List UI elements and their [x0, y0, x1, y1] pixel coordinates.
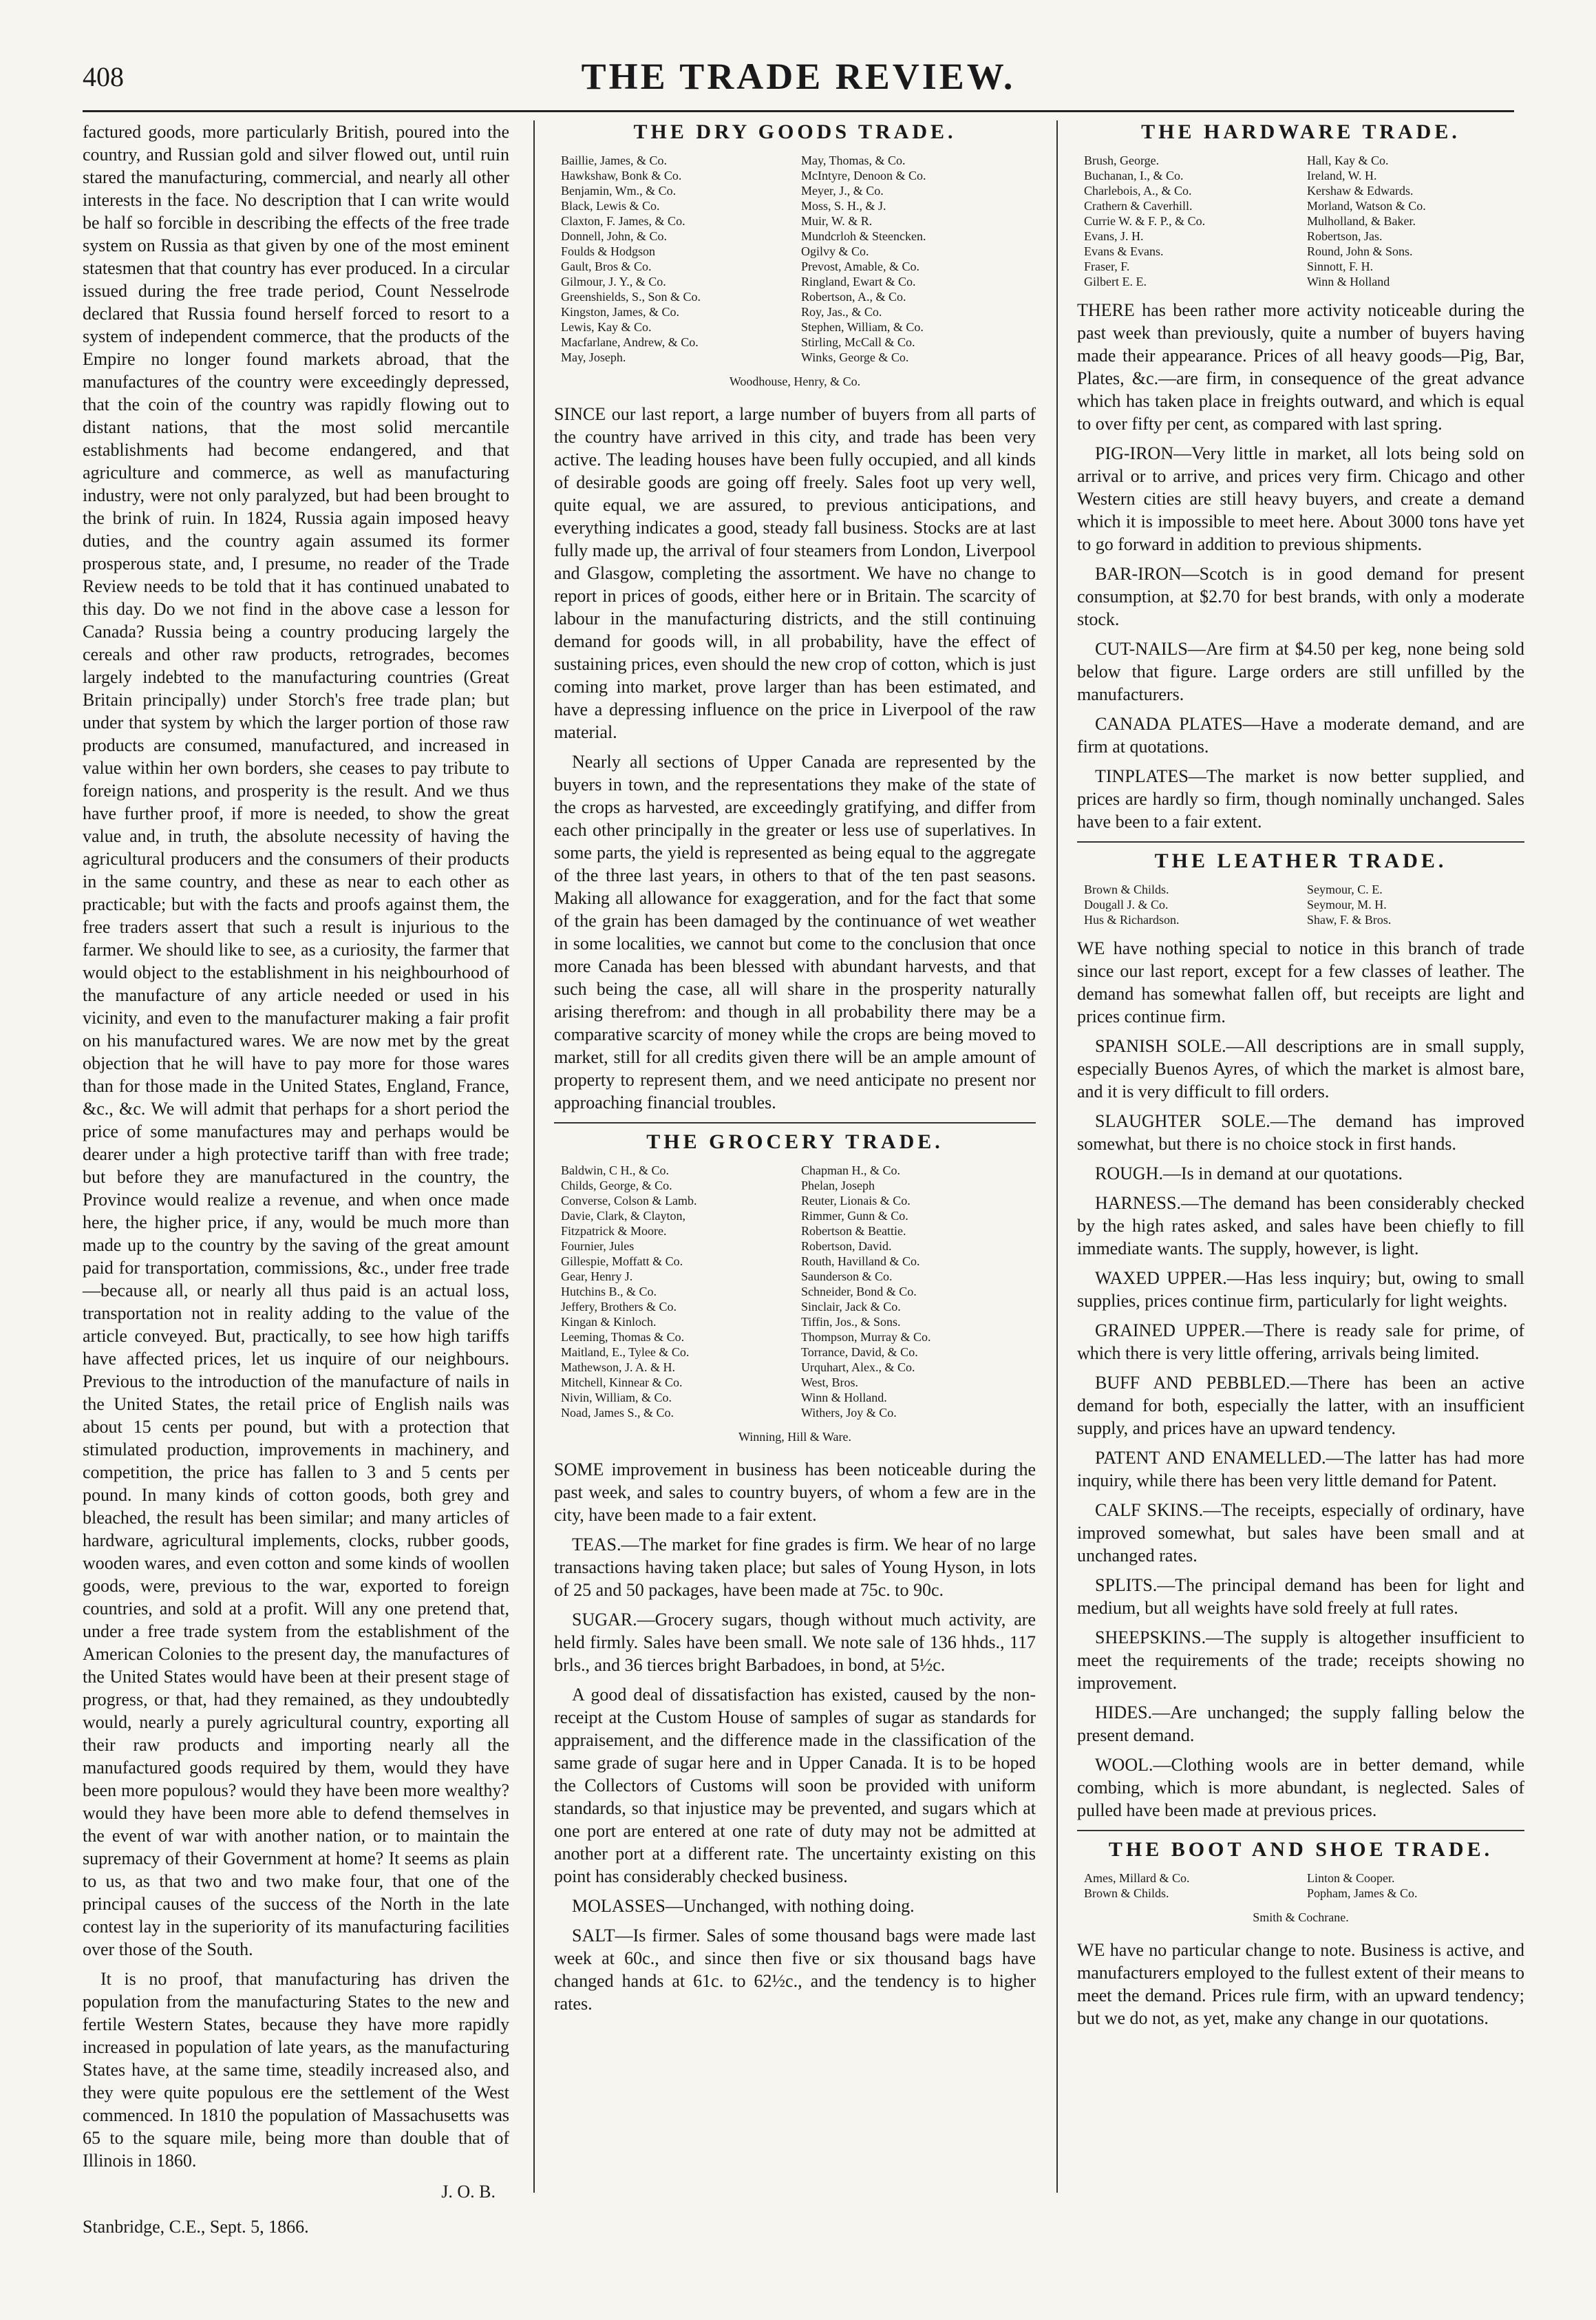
boot-shoe-paragraph: WE have no particular change to note. Business is active, and manufacturers employed to the fullest extent of their means to meet the demand. Prices rule firm, with an upward tendency; but we do not, as yet, make any change in our quotations. — [1077, 1940, 1524, 2028]
firm-name: Sinclair, Jack & Co. — [801, 1300, 901, 1314]
firm-name: Maitland, E., Tylee & Co. — [561, 1345, 690, 1359]
firm-name: Brush, George. — [1084, 154, 1160, 167]
firm-name: Chapman H., & Co. — [801, 1163, 900, 1177]
hardware-paragraph: TINPLATES—The market is now better supplied, and prices are hardly so firm, though nominally unchanged. Sales have been to a fair extent. — [1077, 766, 1524, 832]
leather-paragraph: SPANISH SOLE.—All descriptions are in small supply, especially Buenos Ayres, of which the market is almost bare, and it is very difficult to fill orders. — [1077, 1036, 1524, 1101]
firm-name: Mundcrloh & Steencken. — [801, 229, 926, 243]
column-divider — [1056, 120, 1058, 2193]
grocery-firm-extra: Winning, Hill & Ware. — [738, 1430, 851, 1444]
leather-paragraph: PATENT AND ENAMELLED.—The latter has had more inquiry, while there has been very little demand for Patent. — [1077, 1448, 1524, 1490]
hardware-paragraph: CUT-NAILS—Are firm at $4.50 per keg, none being sold below that figure. Large orders are still unfilled by the manufacturers. — [1077, 639, 1524, 704]
firm-name: Kingan & Kinloch. — [561, 1315, 657, 1329]
firm-name: Kingston, James, & Co. — [561, 305, 680, 319]
firm-name: Baillie, James, & Co. — [561, 154, 667, 167]
firm-name: Mitchell, Kinnear & Co. — [561, 1375, 683, 1389]
firm-name: Fraser, F. — [1084, 260, 1130, 273]
dry-goods-firm-list — [561, 153, 1029, 365]
firm-name: Thompson, Murray & Co. — [801, 1330, 931, 1344]
firm-name: Hutchins B., & Co. — [561, 1285, 657, 1298]
firm-name: Gault, Bros & Co. — [561, 260, 652, 273]
firm-name: Brown & Childs. — [1084, 883, 1169, 896]
grocery-firm-list — [561, 1163, 1029, 1420]
firm-name: Evans, J. H. — [1084, 229, 1144, 243]
firm-name: Converse, Colson & Lamb. — [561, 1194, 697, 1208]
firm-name: Morland, Watson & Co. — [1307, 199, 1426, 213]
leather-paragraph: GRAINED UPPER.—There is ready sale for prime, of which there is very little offering, arrivals being limited. — [1077, 1320, 1524, 1363]
leather-paragraph: SPLITS.—The principal demand has been for light and medium, but all weights have sold freely at full rates. — [1077, 1575, 1524, 1618]
firm-name: Gilbert E. E. — [1084, 275, 1147, 288]
firm-name: Evans & Evans. — [1084, 244, 1164, 258]
firm-name: Claxton, F. James, & Co. — [561, 214, 685, 228]
firm-name: Robertson, Jas. — [1307, 229, 1383, 243]
leather-paragraph: BUFF AND PEBBLED.—There has been an active demand for both, especially the latter, with an insufficient supply, and prices have an upward tendency. — [1077, 1373, 1524, 1438]
firm-name: Black, Lewis & Co. — [561, 199, 660, 213]
firm-name: Dougall J. & Co. — [1084, 898, 1169, 911]
dry-goods-title: THE DRY GOODS TRADE. — [633, 120, 957, 143]
leather-paragraph: CALF SKINS.—The receipts, especially of ordinary, have improved somewhat, but sales have been small and at unchanged rates. — [1077, 1500, 1524, 1565]
firm-name: Mathewson, J. A. & H. — [561, 1360, 675, 1374]
leather-paragraph: SLAUGHTER SOLE.—The demand has improved somewhat, but there is no choice stock in first hands. — [1077, 1111, 1524, 1154]
leather-paragraph: SHEEPSKINS.—The supply is altogether insufficient to meet the requirements of the trade; receipts showing no improvement. — [1077, 1627, 1524, 1693]
hardware-paragraph: THERE has been rather more activity noticeable during the past week than previously, quite a number of buyers having made their appearance. Prices of all heavy goods—Pig, Bar, Plates, &c.—are firm, in consequence of the great advance which has taken place in freights outward, and which is equal to over fifty per cent, as compared with last spring. — [1077, 300, 1524, 434]
firm-name: Schneider, Bond & Co. — [801, 1285, 917, 1298]
leather-paragraph: HARNESS.—The demand has been considerably checked by the high rates asked, and sales have been chiefly to fill immediate wants. The supply, however, is light. — [1077, 1193, 1524, 1258]
leather-paragraph: ROUGH.—Is in demand at our quotations. — [1095, 1163, 1403, 1183]
boot-shoe-firm-list — [1084, 1870, 1518, 1901]
firm-name: Shaw, F. & Bros. — [1307, 913, 1392, 927]
grocery-paragraph: SOME improvement in business has been noticeable during the past week, and sales to country buyers, of whom a few are in the city, have been made to a fair extent. — [554, 1459, 1036, 1525]
firm-name: Robertson, A., & Co. — [801, 290, 906, 304]
article-signature: J. O. B. — [441, 2182, 496, 2202]
firm-name: Torrance, David, & Co. — [801, 1345, 918, 1359]
leather-paragraph: HIDES.—Are unchanged; the supply falling below the present demand. — [1077, 1702, 1524, 1745]
middle-column — [554, 120, 1036, 2193]
firm-name: Lewis, Kay & Co. — [561, 320, 652, 334]
firm-name: Charlebois, A., & Co. — [1084, 184, 1192, 198]
article-column — [83, 120, 509, 2237]
firm-name: Foulds & Hodgson — [561, 244, 656, 258]
dry-goods-paragraph: Nearly all sections of Upper Canada are represented by the buyers in town, and the representations they make of the state of the crops as harvested, are exceedingly gratifying, and differ from each other principally in the greater or less use of superlatives. In some parts, the yield is represented as being equal to the aggregate of the three last years, in others to that of the ten past seasons. Making all allowance for exaggeration, and for the fact that some of the grain has been damaged by the continuance of wet weather in some localities, we cannot but come to the conclusion that once more Canada has been blessed with abundant harvests, and that such being the case, all will share in the prosperity naturally arising therefrom: and though in all probability there may be a comparative scarcity of money while the crops are being moved to market, still for all credits given there will be an ample amount of property to represent them, and we need anticipate no present nor approaching financial troubles. — [554, 752, 1036, 1112]
firm-name: Gilmour, J. Y., & Co. — [561, 275, 666, 288]
firm-name: Muir, W. & R. — [801, 214, 873, 228]
firm-name: Urquhart, Alex., & Co. — [801, 1360, 915, 1374]
firm-name: Winn & Holland — [1307, 275, 1390, 288]
page-title: THE TRADE REVIEW. — [581, 56, 1016, 97]
leather-paragraph: WE have nothing special to notice in this branch of trade since our last report, except for a few classes of leather. The demand has somewhat fallen off, but receipts are light and prices continue firm. — [1077, 938, 1524, 1026]
firm-name: Tiffin, Jos., & Sons. — [801, 1315, 901, 1329]
firm-name: May, Thomas, & Co. — [801, 154, 906, 167]
firm-name: Popham, James & Co. — [1307, 1886, 1418, 1900]
hardware-firm-list — [1084, 153, 1518, 289]
firm-name: Reuter, Lionais & Co. — [801, 1194, 911, 1208]
page-number: 408 — [83, 61, 124, 92]
firm-name: Robertson, David. — [801, 1239, 892, 1253]
firm-name: Routh, Havilland & Co. — [801, 1254, 920, 1268]
grocery-paragraph: TEAS.—The market for fine grades is firm. We hear of no large transactions having taken place; but sales of Young Hyson, in lots of 25 and 50 packages, have been made at 75c. to 90c. — [554, 1535, 1036, 1600]
header-rule — [83, 110, 1514, 112]
firm-name: Childs, George, & Co. — [561, 1179, 672, 1192]
firm-name: Hall, Kay & Co. — [1307, 154, 1389, 167]
grocery-paragraph: SUGAR.—Grocery sugars, though without much activity, are held firmly. Sales have been small. We note sale of 136 hhds., 117 brls., and 36 tierces bright Barbadoes, in bond, at 5½c. — [554, 1610, 1036, 1675]
firm-name: Greenshields, S., Son & Co. — [561, 290, 701, 304]
firm-name: Moss, S. H., & J. — [801, 199, 886, 213]
firm-name: Round, John & Sons. — [1307, 244, 1413, 258]
grocery-paragraph: A good deal of dissatisfaction has existed, caused by the non-receipt at the Custom House of samples of sugar as standards for appraisement, and the difference made in the classification of the same grade of sugar here and in Upper Canada. It is to be hoped the Collectors of Customs will soon be provided with uniform standards, so that injustice may be prevented, and sugars which at one port are entered at one rate of duty may not be admitted at another port at a different rate. The uncertainty existing on this point has considerably checked business. — [554, 1685, 1036, 1886]
grocery-title: THE GROCERY TRADE. — [554, 1122, 1036, 1153]
firm-name: Phelan, Joseph — [801, 1179, 875, 1192]
firm-name: Prevost, Amable, & Co. — [801, 260, 919, 273]
firm-name: Donnell, John, & Co. — [561, 229, 668, 243]
firm-name: Sinnott, F. H. — [1307, 260, 1374, 273]
leather-title: THE LEATHER TRADE. — [1077, 841, 1524, 872]
firm-name: West, Bros. — [801, 1375, 859, 1389]
firm-name: Ringland, Ewart & Co. — [801, 275, 916, 288]
firm-name: Ireland, W. H. — [1307, 169, 1377, 182]
firm-name: McIntyre, Denoon & Co. — [801, 169, 926, 182]
dry-goods-paragraph: SINCE our last report, a large number of buyers from all parts of the country have arrived in this city, and trade has been very active. The leading houses have been fully occupied, and all kinds of desirable goods are going off freely. Sales foot up very well, quite equal, we are assured, to previous anticipations, and everything indicates a good, steady fall business. Stocks are at last fully made up, the arrival of four steamers from London, Liverpool and Glasgow, completing the assortment. We have no change to report in prices of goods, either here or in Britain. The scarcity of labour in the manufacturing districts, and the still continuing demand for goods will, in all probability, have the effect of sustaining prices, even should the new crop of cotton, which is just coming into market, prove larger than has been estimated, and have a depressing influence on the price in Liverpool of the raw material. — [554, 404, 1036, 742]
firm-name: Crathern & Caverhill. — [1084, 199, 1193, 213]
firm-name: Fitzpatrick & Moore. — [561, 1224, 667, 1238]
firm-name: Winn & Holland. — [801, 1391, 887, 1404]
grocery-paragraph: MOLASSES—Unchanged, with nothing doing. — [572, 1896, 915, 1916]
firm-name: Baldwin, C H., & Co. — [561, 1163, 670, 1177]
firm-name: Rimmer, Gunn & Co. — [801, 1209, 908, 1223]
firm-name: Winks, George & Co. — [801, 350, 909, 364]
firm-name: Hawkshaw, Bonk & Co. — [561, 169, 682, 182]
article-dateline: Stanbridge, C.E., Sept. 5, 1866. — [83, 2217, 309, 2237]
firm-name: Saunderson & Co. — [801, 1269, 893, 1283]
firm-name: Brown & Childs. — [1084, 1886, 1169, 1900]
article-paragraph: factured goods, more particularly British, poured into the country, and Russian gold and silver flowed out, until ruin stared the manufacturing, commercial, and nearly all other interests in the face. No description that I can write would be half so forcible in describing the effects of the free trade system on Russia as that given by one of the most eminent statesmen that that country has ever produced. In a circular issued during the free trade period, Count Nesselrode declared that Russia found herself forced to resort to a system of independent commerce, that the products of the Empire no longer found markets abroad, that the manufactures of the country were exceedingly depressed, that the coin of the country was rapidly flowing out to distant nations, that the most solid mercantile establishments had become endangered, and that agriculture and commerce, as well as manufacturing industry, were not only paralyzed, but had been brought to the brink of ruin. In 1824, Russia again imposed heavy duties, and the country again assumed its former prosperous state, and, I presume, no reader of the Trade Review needs to be told that it has continued unabated to this day. Do we not find in the above case a lesson for Canada? Russia being a country producing largely the cereals and other raw products, retrogrades, becomes largely indebted to the manufacturing countries (Great Britain principally) under Storch's free trade plan; but under that system by which the larger portion of those raw products are consumed, manufactured, and increased in value within her own borders, she ceases to pay tribute to foreign nations, and prosperity is the result. And we thus have further proof, if more is needed, to show the great value and, in truth, the absolute necessity of having the agricultural producers and the consumers of their products in the same country, and these as near to each other as practicable; but with the facts and proofs against them, the free traders assert that such a result is injurious to the farmer. We should like to see, as a curiosity, the farmer that would object to the establishment in his neighbourhood of the manufacture of any article needed or used in his vicinity, and even to the manufacturer making a fair profit on his manufactured wares. We are now met by the great objection that he will have to pay more for those wares than for those made in the United States, England, France, &c., &c. We will admit that perhaps for a short period the price of some manufactures may and perhaps would be dearer under a high protective tariff than with free trade; but before they are manufactured in the country, the Province would realize a revenue, and when once made here, the higher price, if any, would be much more than made up to the country by the saving of the great amount paid for transportation, commissions, &c., under free trade—because all, or nearly all thus paid is an actual loss, transportation not in reality adding to the value of the article conveyed. But, practically, to see how high tariffs have affected prices, let us inquire of our neighbours. Previous to the introduction of the manufacture of nails in the United States, the retail price of English nails was about 15 cents per pound, but with a protection that stimulated production, improvements in machinery, and competition, the price has fallen to 3 and 5 cents per pound. In many kinds of cotton goods, both grey and bleached, the result has been similar; and many articles of hardware, agricultural implements, clocks, rubber goods, wooden wares, and even cotton and some kinds of woollen goods, were, previous to the war, exported to foreign countries, and sold at a profit. Will any one pretend that, under a free trade system from the establishment of the American Colonies to the present day, the manufactures of the United States would have been at their present stage of progress, or that, had they remained, as they undoubtedly would, nearly a purely agricultural country, exporting all their raw products and importing nearly all the manufactured goods required by them, would they have been more populous? would they have been more wealthy? would they have been more able to defend themselves in the event of war with another nation, or to maintain the supremacy of their Government at home? It seems as plain to us, as that two and two make four, that one of the principal causes of the success of the North in the late contest lay in the superiority of its manufacturing facilities over those of the South. — [83, 122, 509, 1959]
column-divider — [533, 120, 535, 2193]
firm-name: Currie W. & F. P., & Co. — [1084, 214, 1206, 228]
firm-name: Noad, James S., & Co. — [561, 1406, 674, 1420]
firm-name: Leeming, Thomas & Co. — [561, 1330, 685, 1344]
leather-paragraph: WOOL.—Clothing wools are in better demand, while combing, which is more abundant, is neglected. Sales of pulled have been made at previous prices. — [1077, 1755, 1524, 1820]
firm-name: Seymour, M. H. — [1307, 898, 1387, 911]
firm-name: May, Joseph. — [561, 350, 626, 364]
firm-name: Ogilvy & Co. — [801, 244, 869, 258]
firm-name: Gear, Henry J. — [561, 1269, 633, 1283]
firm-name: Stephen, William, & Co. — [801, 320, 924, 334]
firm-name: Hus & Richardson. — [1084, 913, 1180, 927]
boot-shoe-title: THE BOOT AND SHOE TRADE. — [1077, 1830, 1524, 1861]
firm-name: Fournier, Jules — [561, 1239, 635, 1253]
firm-name: Stirling, McCall & Co. — [801, 335, 915, 349]
grocery-paragraph: SALT—Is firmer. Sales of some thousand bags were made last week at 60c., and since then five or six thousand bags have changed hands at 61c. to 62½c., and the tendency is to higher rates. — [554, 1926, 1036, 2014]
leather-paragraph: WAXED UPPER.—Has less inquiry; but, owing to small supplies, prices continue firm, particularly for light weights. — [1077, 1268, 1524, 1311]
firm-name: Withers, Joy & Co. — [801, 1406, 897, 1420]
firm-name: Davie, Clark, & Clayton, — [561, 1209, 685, 1223]
page-header — [83, 48, 1514, 103]
firm-name: Linton & Cooper. — [1307, 1871, 1395, 1885]
leather-firm-list — [1084, 882, 1518, 927]
article-paragraph: It is no proof, that manufacturing has driven the population from the manufacturing States to the new and fertile Western States, because they have more rapidly increased in population of late years, as the manufacturing States have, at the same time, steadily increased also, and they were quite populous ere the settlement of the West commenced. In 1810 the population of Massachusetts was 65 to the square mile, being more than double that of Illinois in 1860. — [83, 1969, 509, 2171]
firm-name: Robertson & Beattie. — [801, 1224, 906, 1238]
firm-name: Gillespie, Moffatt & Co. — [561, 1254, 683, 1268]
right-column — [1077, 120, 1524, 2193]
hardware-paragraph: BAR-IRON—Scotch is in good demand for present consumption, at $2.70 for best brands, with only a moderate stock. — [1077, 564, 1524, 629]
firm-name: Kershaw & Edwards. — [1307, 184, 1414, 198]
hardware-paragraph: CANADA PLATES—Have a moderate demand, and are firm at quotations. — [1077, 714, 1524, 757]
hardware-title: THE HARDWARE TRADE. — [1141, 120, 1460, 143]
firm-name: Ames, Millard & Co. — [1084, 1871, 1190, 1885]
firm-name: Roy, Jas., & Co. — [801, 305, 882, 319]
hardware-paragraph: PIG-IRON—Very little in market, all lots being sold on arrival or to arrive, and prices very firm. Chicago and other Western cities are still heavy buyers, and create a demand which it is impossible to meet here. About 3000 tons have yet to go forward in addition to previous shipments. — [1077, 443, 1524, 554]
firm-name: Buchanan, I., & Co. — [1084, 169, 1184, 182]
firm-name: Nivin, William, & Co. — [561, 1391, 672, 1404]
firm-name: Meyer, J., & Co. — [801, 184, 884, 198]
firm-name: Jeffery, Brothers & Co. — [561, 1300, 677, 1314]
boot-shoe-firm-extra: Smith & Cochrane. — [1253, 1910, 1349, 1924]
firm-name: Macfarlane, Andrew, & Co. — [561, 335, 699, 349]
firm-name: Mulholland, & Baker. — [1307, 214, 1416, 228]
firm-name: Seymour, C. E. — [1307, 883, 1383, 896]
dry-goods-firm-extra: Woodhouse, Henry, & Co. — [729, 375, 861, 388]
firm-name: Benjamin, Wm., & Co. — [561, 184, 677, 198]
